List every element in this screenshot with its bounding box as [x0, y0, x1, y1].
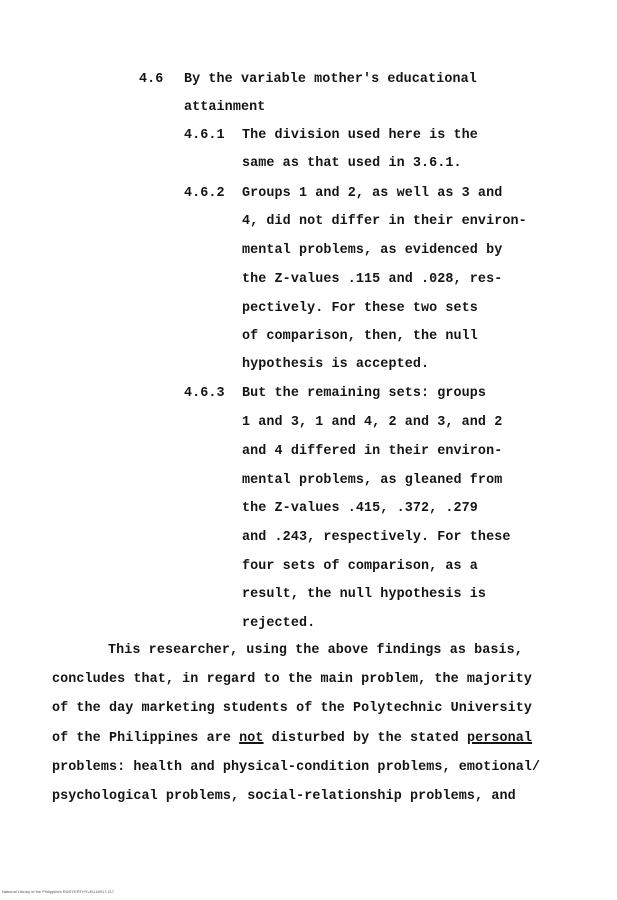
conclusion-line: concludes that, in regard to the main problem, the majority	[52, 672, 533, 687]
section-4-6-3-line: result, the null hypothesis is	[242, 587, 487, 602]
conclusion-line-4-mid: disturbed by the stated	[263, 731, 467, 746]
section-4-6-3-line: and .243, respectively. For these	[242, 530, 511, 545]
section-4-6-2-line: 4, did not differ in their environ-	[242, 214, 527, 229]
section-4-6-number: 4.6	[139, 72, 164, 87]
section-4-6-2-line: hypothesis is accepted.	[242, 357, 430, 372]
section-4-6-2-line: the Z-values .115 and .028, res-	[242, 272, 503, 287]
conclusion-line: of the day marketing students of the Polytechnic University	[52, 701, 533, 716]
section-4-6-3-line: four sets of comparison, as a	[242, 559, 478, 574]
section-4-6-3-line: and 4 differed in their environ-	[242, 444, 503, 459]
emphasis-personal: personal	[466, 731, 533, 746]
section-4-6-3-line: But the remaining sets: groups	[242, 386, 487, 401]
conclusion-line-5: problems: health and physical-condition problems, emotional/	[52, 760, 541, 775]
section-4-6-line-1: By the variable mother's educational	[184, 72, 477, 87]
section-4-6-2-line: mental problems, as evidenced by	[242, 243, 503, 258]
conclusion-line-6: psychological problems, social-relationship problems, and	[52, 789, 516, 804]
section-4-6-1-line-2: same as that used in 3.6.1.	[242, 156, 462, 171]
section-4-6-2-line: Groups 1 and 2, as well as 3 and	[242, 186, 503, 201]
section-4-6-3-line: mental problems, as gleaned from	[242, 473, 503, 488]
conclusion-line-4	[52, 731, 532, 747]
footer-watermark: National Library of the Philippines RUDYERTHYLEU16917-117	[2, 889, 115, 894]
emphasis-not: not	[239, 731, 264, 746]
section-4-6-3-number: 4.6.3	[184, 386, 225, 401]
section-4-6-2-line: pectively. For these two sets	[242, 301, 478, 316]
conclusion-line-4-pre: of the Philippines are	[52, 731, 240, 746]
section-4-6-line-2: attainment	[184, 100, 266, 115]
section-4-6-1-number: 4.6.1	[184, 128, 225, 143]
section-4-6-3-line: the Z-values .415, .372, .279	[242, 501, 478, 516]
section-4-6-3-line: rejected.	[242, 616, 316, 631]
section-4-6-2-number: 4.6.2	[184, 186, 225, 201]
conclusion-line: This researcher, using the above findings as basis,	[108, 643, 523, 658]
section-4-6-3-line: 1 and 3, 1 and 4, 2 and 3, and 2	[242, 415, 503, 430]
section-4-6-1-line-1: The division used here is the	[242, 128, 478, 143]
section-4-6-2-line: of comparison, then, the null	[242, 329, 478, 344]
